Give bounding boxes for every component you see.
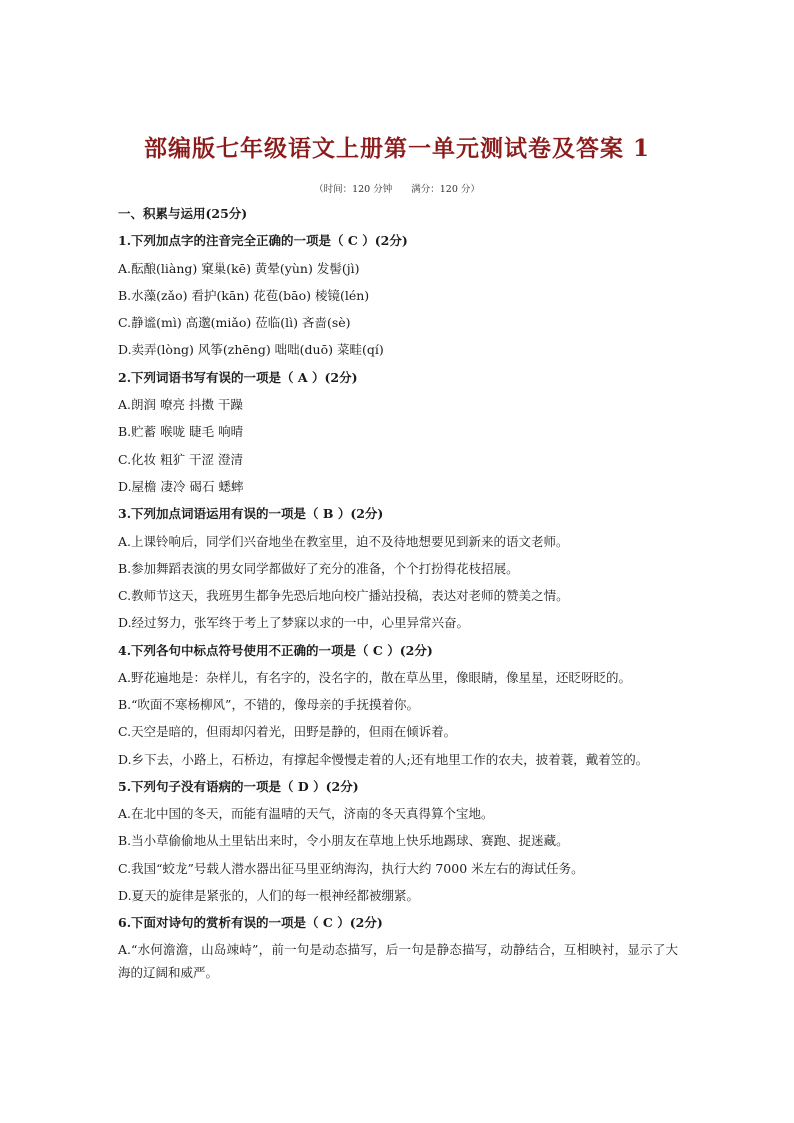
answer-option: A.上课铃响后，同学们兴奋地坐在教室里，迫不及待地想要见到新来的语文老师。 xyxy=(118,533,569,549)
page-title: 部编版七年级语文上册第一单元测试卷及答案 1 xyxy=(143,135,650,162)
exam-meta xyxy=(0,181,794,195)
question-heading: 一、积累与运用(25分) xyxy=(118,206,248,221)
answer-option: C.化妆 粗犷 干涩 澄清 xyxy=(118,451,244,467)
question-heading: 5.下列句子没有语病的一项是（ D ）(2分) xyxy=(118,778,359,794)
answer-option: B.水藻(zǎo) 看护(kān) 花苞(bāo) 棱镜(lén) xyxy=(118,287,370,303)
answer-option: A.酝酿(liàng) 窠巢(kē) 黄晕(yùn) 发髻(jì) xyxy=(118,260,360,276)
answer-option: B.参加舞蹈表演的男女同学都做好了充分的准备，个个打扮得花枝招展。 xyxy=(118,560,519,576)
question-heading: 6.下面对诗句的赏析有误的一项是（ C ）(2分) xyxy=(118,915,383,931)
answer-option: A.在北中国的冬天，而能有温晴的天气，济南的冬天真得算个宝地。 xyxy=(118,805,494,821)
answer-option: D.乡下去，小路上，石桥边，有撑起伞慢慢走着的人;还有地里工作的农夫，披着蓑，戴着笠的。 xyxy=(118,751,649,767)
question-heading: 1.下列加点字的注音完全正确的一项是（ C ）(2分) xyxy=(118,233,408,249)
answer-option: A.“水何澹澹，山岛竦峙”，前一句是动态描写，后一句是静态描写，动静结合，互相映衬，显示了大海的辽阔和威严。 xyxy=(118,942,678,981)
answer-option: D.卖弄(lòng) 风筝(zhēng) 咄咄(duō) 菜畦(qí) xyxy=(118,342,384,358)
answer-option: A.野花遍地是：杂样儿，有名字的，没名字的，散在草丛里，像眼睛，像星星，还眨呀眨的。 xyxy=(118,670,632,686)
answer-option: C.我国“蛟龙”号载人潜水器出征马里亚纳海沟，执行大约 7000 米左右的海试任务。 xyxy=(118,860,584,876)
exam-score: 满分：120 分） xyxy=(411,184,480,195)
question-heading: 2.下列词语书写有误的一项是（ A ）(2分) xyxy=(118,369,358,385)
answer-option: C.静谧(mì) 高邈(miǎo) 莅临(lì) 吝啬(sè) xyxy=(118,315,351,331)
answer-option: C.教师节这天，我班男生都争先恐后地向校广播站投稿，表达对老师的赞美之情。 xyxy=(118,588,569,604)
exam-content xyxy=(118,200,678,986)
question-heading: 3.下列加点词语运用有误的一项是（ B ）(2分) xyxy=(118,506,384,522)
question-heading: 4.下列各句中标点符号使用不正确的一项是（ C ）(2分) xyxy=(118,642,433,658)
answer-option: B.贮蓄 喉咙 睫毛 响晴 xyxy=(118,424,244,440)
answer-option: B.当小草偷偷地从土里钻出来时，令小朋友在草地上快乐地踢球、赛跑、捉迷藏。 xyxy=(118,833,569,849)
answer-option: D.屋檐 凄冷 碣石 蟋蟀 xyxy=(118,478,244,494)
exam-time: （时间：120 分钟 xyxy=(314,184,393,195)
answer-option: A.朗润 嘹亮 抖擞 干躁 xyxy=(118,397,243,413)
answer-option: D.经过努力，张军终于考上了梦寐以求的一中，心里异常兴奋。 xyxy=(118,615,470,631)
answer-option: D.夏天的旋律是紧张的，人们的每一根神经都被绷紧。 xyxy=(118,887,420,903)
answer-option: B.“吹面不寒杨柳风”，不错的，像母亲的手抚摸着你。 xyxy=(118,697,419,713)
answer-option: C.天空是暗的，但雨却闪着光，田野是静的，但雨在倾诉着。 xyxy=(118,724,457,740)
